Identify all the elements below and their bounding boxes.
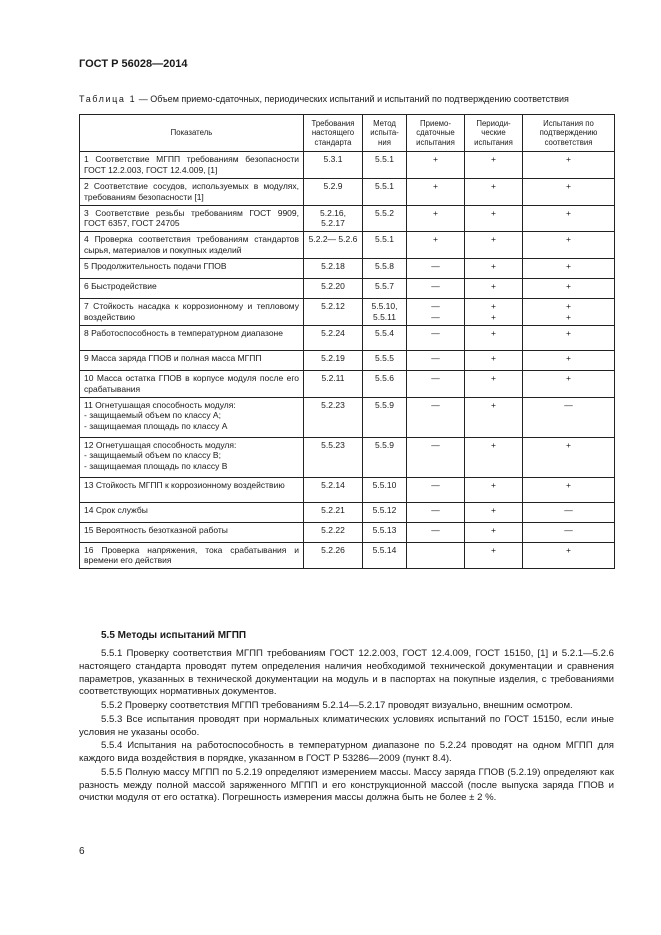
periodic-test-cell: +	[465, 205, 523, 232]
conformity-test-cell: +	[523, 542, 615, 569]
indicator-cell	[80, 522, 304, 542]
acceptance-test-cell: —	[407, 437, 465, 477]
table-row	[80, 350, 615, 370]
periodic-test-cell: +	[465, 259, 523, 279]
acceptance-test-cell: —	[407, 397, 465, 437]
table-row	[80, 542, 615, 569]
indicator-cell	[80, 502, 304, 522]
column-header: Метод испыта-ния	[363, 115, 407, 152]
column-header: Приемо-сдаточные испытания	[407, 115, 465, 152]
acceptance-test-cell: —	[407, 522, 465, 542]
requirement-cell: 5.2.23	[304, 397, 363, 437]
method-cell: 5.5.12	[363, 502, 407, 522]
requirement-cell: 5.2.12	[304, 299, 363, 326]
acceptance-test-cell: —	[407, 502, 465, 522]
acceptance-test-cell: +	[407, 205, 465, 232]
acceptance-test-cell: —	[407, 325, 465, 350]
periodic-test-cell: +	[465, 279, 523, 299]
conformity-test-cell	[523, 299, 615, 326]
requirement-cell: 5.2.21	[304, 502, 363, 522]
column-header: Испытания по подтверждению соответствия	[523, 115, 615, 152]
method-cell: 5.5.1	[363, 178, 407, 205]
conformity-test-cell: +	[523, 205, 615, 232]
indicator-name: 15 Вероятность безотказной работы	[84, 524, 228, 535]
periodic-test-cell: +	[465, 152, 523, 179]
table-row	[80, 502, 615, 522]
indicator-cell	[80, 325, 304, 350]
table-caption-label: Таблица 1	[79, 94, 137, 104]
indicator-cell	[80, 178, 304, 205]
cell-line: +	[491, 301, 496, 311]
periodic-test-cell: +	[465, 502, 523, 522]
method-cell: 5.5.5	[363, 350, 407, 370]
requirement-cell: 5.2.18	[304, 259, 363, 279]
method-cell: 5.5.2	[363, 205, 407, 232]
indicator-name: 14 Срок службы	[84, 504, 148, 515]
cell-line: +	[566, 301, 571, 311]
method-cell: 5.5.7	[363, 279, 407, 299]
cell-line: —	[431, 301, 440, 311]
cell-line: +	[491, 311, 496, 322]
indicator-name: 12 Огнетушащая способность модуля:	[84, 439, 237, 450]
requirement-cell: 5.3.1	[304, 152, 363, 179]
periodic-test-cell: +	[465, 437, 523, 477]
acceptance-test-cell: —	[407, 350, 465, 370]
indicator-cell	[80, 232, 304, 259]
indicator-name: 3 Соответствие резьбы требованиям ГОСТ 9909, ГОСТ 6357, ГОСТ 24705	[84, 207, 299, 229]
table-row	[80, 279, 615, 299]
table-row	[80, 437, 615, 477]
acceptance-test-cell	[407, 299, 465, 326]
indicator-subitem: - защищаемая площадь по классу В	[84, 461, 228, 472]
conformity-test-cell: +	[523, 152, 615, 179]
method-cell: 5.5.9	[363, 397, 407, 437]
periodic-test-cell: +	[465, 232, 523, 259]
requirement-cell: 5.2.22	[304, 522, 363, 542]
table-row	[80, 152, 615, 179]
indicator-subitem: - защищаемый объем по классу А;	[84, 410, 221, 421]
method-cell: 5.5.1	[363, 232, 407, 259]
document-code: ГОСТ Р 56028—2014	[79, 58, 188, 70]
conformity-test-cell: +	[523, 232, 615, 259]
conformity-test-cell: +	[523, 437, 615, 477]
requirement-cell: 5.5.23	[304, 437, 363, 477]
requirement-cell: 5.2.14	[304, 477, 363, 502]
paragraph: 5.5.4 Испытания на работоспособность в температурном диапазоне по 5.2.24 проводят на одном МГПП для каждого вида воздействия в порядке, указанном в ГОСТ Р 53286—2009 (пункт 8.4).	[79, 740, 614, 764]
paragraph: 5.5.5 Полную массу МГПП по 5.2.19 определяют измерением массы. Массу заряда ГПОВ (5.2.19) определяют как разность между полной массой заряженного МГПП и его конструкционной массой (после выпуска заряда ГПОВ и очистки модуля от его остатка). Погрешность измерения массы должна быть не более ± 2 %.	[79, 766, 614, 804]
table-row	[80, 299, 615, 326]
indicator-cell	[80, 477, 304, 502]
method-cell: 5.5.8	[363, 259, 407, 279]
indicator-name: 2 Соответствие сосудов, используемых в модулях, требованиям безопасности [1]	[84, 180, 299, 202]
column-header: Показатель	[80, 115, 304, 152]
table-row	[80, 477, 615, 502]
indicator-cell	[80, 259, 304, 279]
indicator-name: 9 Масса заряда ГПОВ и полная масса МГПП	[84, 352, 262, 363]
table-header-row	[80, 115, 615, 152]
page-number: 6	[79, 846, 85, 857]
conformity-test-cell: +	[523, 350, 615, 370]
requirement-cell: 5.2.2— 5.2.6	[304, 232, 363, 259]
periodic-test-cell: +	[465, 325, 523, 350]
method-cell: 5.5.13	[363, 522, 407, 542]
indicator-subitem: - защищаемая площадь по классу А	[84, 421, 228, 432]
method-cell: 5.5.6	[363, 370, 407, 397]
requirement-cell: 5.2.9	[304, 178, 363, 205]
conformity-test-cell: +	[523, 178, 615, 205]
table-row	[80, 522, 615, 542]
indicator-name: 13 Стойкость МГПП к коррозионному воздействию	[84, 479, 285, 490]
method-cell: 5.5.4	[363, 325, 407, 350]
conformity-test-cell: +	[523, 279, 615, 299]
table-caption	[79, 94, 569, 104]
acceptance-test-cell: —	[407, 370, 465, 397]
acceptance-test-cell: —	[407, 259, 465, 279]
paragraph: 5.5.1 Проверку соответствия МГПП требованиям ГОСТ 12.2.003, ГОСТ 12.4.009, ГОСТ 15150, [1] и 5.2.1—5.2.6 настоящего стандарта проводят путем определения наличия необходимой технической документации и сравнения параметров, указанных в технической документации на модуль и в паспортах на покупные изделия, с требованиями соответствующих нормативных документов.	[79, 648, 614, 698]
requirement-cell: 5.2.19	[304, 350, 363, 370]
periodic-test-cell: +	[465, 397, 523, 437]
indicator-cell	[80, 279, 304, 299]
periodic-test-cell: +	[465, 350, 523, 370]
method-cell: 5.5.10, 5.5.11	[363, 299, 407, 326]
requirement-cell: 5.2.26	[304, 542, 363, 569]
method-cell: 5.5.14	[363, 542, 407, 569]
periodic-test-cell: +	[465, 542, 523, 569]
tests-table	[79, 114, 615, 569]
indicator-name: 16 Проверка напряжения, тока срабатывания и времени его действия	[84, 544, 299, 566]
conformity-test-cell: —	[523, 502, 615, 522]
requirement-cell: 5.2.24	[304, 325, 363, 350]
indicator-cell	[80, 397, 304, 437]
requirement-cell: 5.2.16, 5.2.17	[304, 205, 363, 232]
table-row	[80, 205, 615, 232]
indicator-cell	[80, 542, 304, 569]
acceptance-test-cell	[407, 542, 465, 569]
periodic-test-cell	[465, 299, 523, 326]
table-row	[80, 397, 615, 437]
method-cell: 5.5.10	[363, 477, 407, 502]
indicator-name: 11 Огнетушащая способность модуля:	[84, 399, 236, 410]
table-row	[80, 232, 615, 259]
cell-line: —	[431, 311, 440, 322]
requirement-cell: 5.2.11	[304, 370, 363, 397]
section-title: 5.5 Методы испытаний МГПП	[101, 630, 247, 641]
table-row	[80, 370, 615, 397]
indicator-name: 7 Стойкость насадка к коррозионному и тепловому воздействию	[84, 301, 299, 322]
method-cell: 5.5.9	[363, 437, 407, 477]
requirement-cell: 5.2.20	[304, 279, 363, 299]
conformity-test-cell: +	[523, 370, 615, 397]
indicator-name: 8 Работоспособность в температурном диапазоне	[84, 327, 283, 338]
conformity-test-cell: +	[523, 325, 615, 350]
acceptance-test-cell: —	[407, 477, 465, 502]
paragraph: 5.5.3 Все испытания проводят при нормальных климатических условиях испытаний по ГОСТ 15150, если иные условия не указаны особо.	[79, 713, 614, 738]
table-caption-text: — Объем приемо-сдаточных, периодических испытаний и испытаний по подтверждению соответствия	[136, 94, 569, 104]
periodic-test-cell: +	[465, 178, 523, 205]
acceptance-test-cell: —	[407, 279, 465, 299]
conformity-test-cell: +	[523, 259, 615, 279]
indicator-name: 5 Продолжительность подачи ГПОВ	[84, 261, 227, 271]
indicator-name: 1 Соответствие МГПП требованиям безопасности ГОСТ 12.2.003, ГОСТ 12.4.009, [1]	[84, 154, 299, 175]
indicator-cell	[80, 299, 304, 326]
table-row	[80, 178, 615, 205]
indicator-cell	[80, 152, 304, 179]
conformity-test-cell: —	[523, 397, 615, 437]
acceptance-test-cell: +	[407, 152, 465, 179]
conformity-test-cell: —	[523, 522, 615, 542]
acceptance-test-cell: +	[407, 178, 465, 205]
periodic-test-cell: +	[465, 477, 523, 502]
indicator-cell	[80, 350, 304, 370]
table-row	[80, 325, 615, 350]
indicator-cell	[80, 437, 304, 477]
cell-line: +	[566, 311, 571, 322]
conformity-test-cell: +	[523, 477, 615, 502]
periodic-test-cell: +	[465, 522, 523, 542]
column-header: Периоди-ческие испытания	[465, 115, 523, 152]
indicator-cell	[80, 205, 304, 232]
acceptance-test-cell: +	[407, 232, 465, 259]
periodic-test-cell: +	[465, 370, 523, 397]
column-header: Требования настоящего стандарта	[304, 115, 363, 152]
method-cell: 5.5.1	[363, 152, 407, 179]
indicator-cell	[80, 370, 304, 397]
table-row	[80, 259, 615, 279]
paragraph: 5.5.2 Проверку соответствия МГПП требованиям 5.2.14—5.2.17 проводят визуально, внешним осмотром.	[101, 700, 573, 711]
indicator-name: 4 Проверка соответствия требованиям стандартов сырья, материалов и покупных изделий	[84, 234, 299, 256]
section-body	[79, 648, 614, 806]
indicator-name: 6 Быстродействие	[84, 281, 157, 291]
indicator-name: 10 Масса остатка ГПОВ в корпусе модуля после его срабатывания	[84, 372, 299, 394]
indicator-subitem: - защищаемый объем по классу В;	[84, 450, 221, 461]
